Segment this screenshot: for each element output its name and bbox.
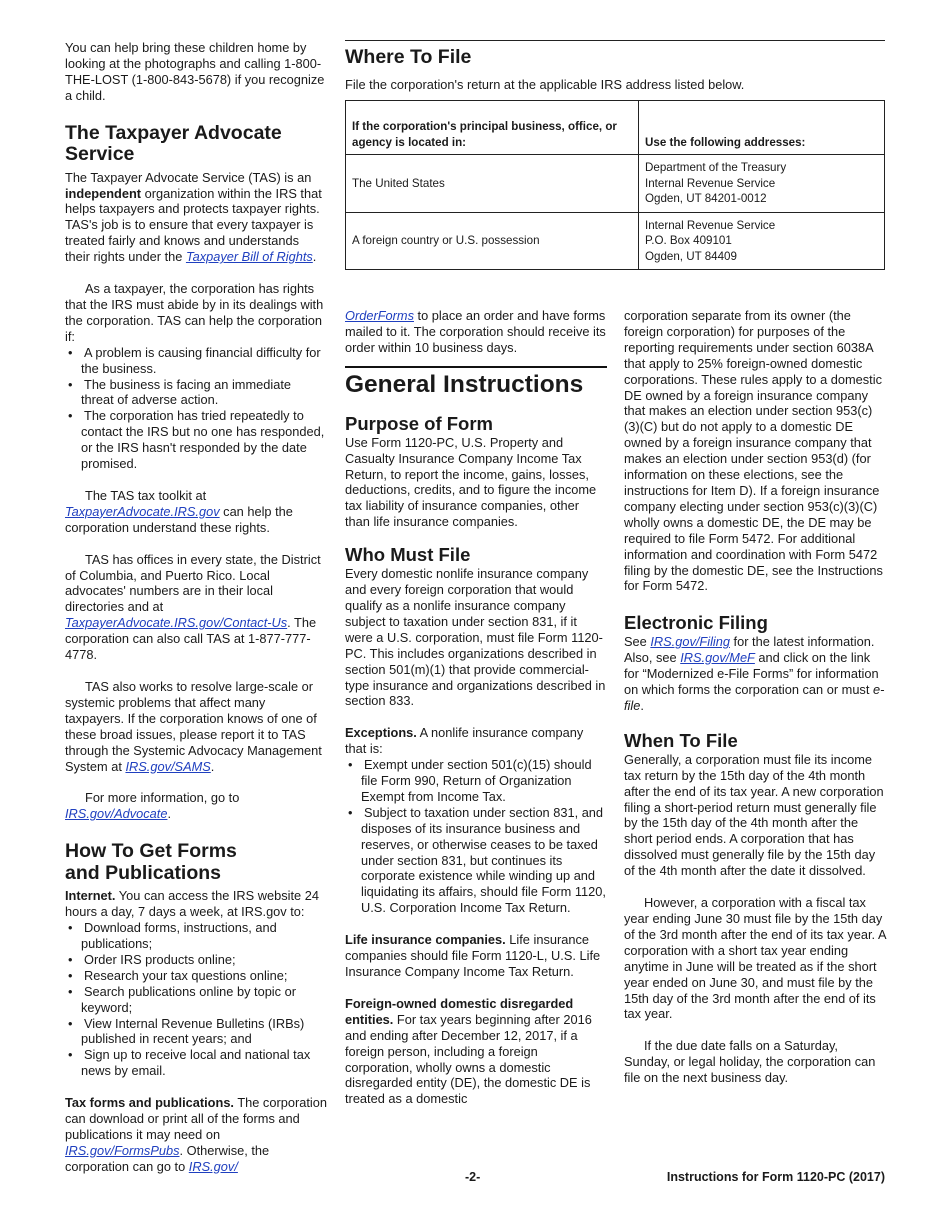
who-must-file-paragraph: Every domestic nonlife insurance company and every foreign corporation that would qualify as a nonlife insurance company subject to taxation under section 831, if it were a U.S. corporation, must file Form 1120-PC. This includes organizations described in section 501(m)(1) that provide commercial-type insurance and organizations described in section 833. (345, 566, 606, 709)
when-to-file-paragraph-1: Generally, a corporation must file its income tax return by the 15th day of the 4th month after the end of its tax year. A new corporation filing a short-period return must generally file by the 15th day of the 4th month after the short period ends. A corporation that has dissolved must generally file by the 15th day of the 4th month after the date it dissolved. (624, 751, 884, 879)
table-cell-address: Department of the Treasury Internal Revenue Service Ogden, UT 84201-0012 (639, 155, 885, 213)
table-cell-location: A foreign country or U.S. possession (346, 212, 639, 270)
tas-paragraph-4: TAS has offices in every state, the District of Columbia, and Puerto Rico. Local advocates' numbers are in their local directories and at TaxpayerAdvocate.IRS.gov/Contact-Us. The corporation can also call TAS at 1-877-777-4778. (65, 551, 321, 663)
tas-paragraph-2: As a taxpayer, the corporation has rights that the IRS must abide by in its dealings with the corporation. TAS can help the corporation if: (65, 281, 324, 344)
exceptions-paragraph: Exceptions. A nonlife insurance company that is: (345, 725, 584, 757)
foreign-owned-paragraph: Foreign-owned domestic disregarded entities. For tax years beginning after 2016 and ending after December 12, 2017, if a foreign person, including a foreign corporation, wholly owns a domestic disregarded entity (DE), the domestic DE is treated as a domestic (345, 995, 592, 1107)
tax-forms-paragraph: Tax forms and publications. The corporation can download or print all of the forms and publications it may need on IRS.gov/FormsPubs. Otherwise, the corporation can go to IRS.gov/ (65, 1095, 327, 1174)
where-to-file-intro: File the corporation's return at the applicable IRS address listed below. (345, 76, 745, 92)
tas-bullet: • A problem is causing financial difficulty for the business. (65, 345, 327, 377)
internet-bullet: • Order IRS products online; (65, 952, 327, 968)
who-must-file-heading: Who Must File (345, 544, 471, 566)
internet-paragraph: Internet. You can access the IRS website 24 hours a day, 7 days a week, at IRS.gov to: (65, 888, 319, 920)
irs-filing-link[interactable]: IRS.gov/Filing (650, 634, 730, 650)
irs-mef-link[interactable]: IRS.gov/MeF (680, 650, 755, 666)
tas-paragraph-6: For more information, go to IRS.gov/Advocate. (65, 790, 240, 822)
forms-pubs-link[interactable]: IRS.gov/FormsPubs (65, 1142, 180, 1158)
electronic-filing-paragraph: See IRS.gov/Filing for the latest information. Also, see IRS.gov/MeF and click on the link for “Modernized e-File Forms” for information on which forms the corporation can or must e-file. (624, 634, 885, 713)
general-instructions-heading: General Instructions (345, 366, 607, 399)
irs-sams-link[interactable]: IRS.gov/SAMS (125, 758, 211, 774)
tas-paragraph-1: The Taxpayer Advocate Service (TAS) is an independent organization within the IRS that helps taxpayers and protects taxpayer rights. TAS's job is to ensure that every taxpayer is treated fairly and knows and understands their rights under the Taxpayer Bill of Rights. (65, 169, 322, 265)
internet-bullet: • View Internal Revenue Bulletins (IRBs) published in recent years; and (65, 1016, 327, 1048)
column-left (65, 40, 327, 1175)
when-to-file-heading: When To File (624, 729, 738, 751)
table-cell-address: Internal Revenue Service P.O. Box 409101 Ogden, UT 84409 (639, 212, 885, 270)
tas-bullet: • The corporation has tried repeatedly to contact the IRS but no one has responded, or the IRS hasn't responded by the date promised. (65, 408, 327, 472)
taxpayer-bill-of-rights-link[interactable]: Taxpayer Bill of Rights (185, 249, 313, 265)
where-to-file-section (345, 40, 885, 270)
irs-advocate-link[interactable]: IRS.gov/Advocate (65, 806, 168, 822)
table-cell-location: The United States (346, 155, 639, 213)
when-to-file-paragraph-2: However, a corporation with a fiscal tax year ending June 30 must file by the 15th day of the 3rd month after the end of its tax year. A corporation with a short tax year ending anytime in June will be treated as if the short year ended on June 30, and must file by the 15th day of the 3rd month after the end of its tax year. (624, 895, 886, 1022)
tas-paragraph-5: TAS also works to resolve large-scale or systemic problems that affect many taxpayers. If the corporation knows of one of these broad issues, please report it to TAS through the Systemic Advocacy Management System at IRS.gov/SAMS. (65, 679, 322, 774)
exceptions-bullet: • Exempt under section 501(c)(15) should file Form 990, Return of Organization Exempt from Income Tax. (345, 757, 607, 805)
address-table (345, 100, 885, 270)
column-right (624, 308, 886, 1086)
life-insurance-paragraph: Life insurance companies. Life insurance companies should file Form 1120-L, U.S. Life Insurance Company Income Tax Return. (345, 932, 601, 979)
column-middle (345, 308, 607, 1107)
internet-bullet: • Search publications online by topic or keyword; (65, 984, 327, 1016)
forms-heading: How To Get Forms and Publications (65, 840, 237, 884)
tas-paragraph-3: The TAS tax toolkit at TaxpayerAdvocate.IRS.gov can help the corporation understand these rights. (65, 487, 293, 535)
table-row (346, 155, 885, 213)
when-to-file-paragraph-3: If the due date falls on a Saturday, Sunday, or legal holiday, the corporation can file on the next business day. (624, 1038, 876, 1086)
tas-heading: The Taxpayer Advocate Service (65, 121, 282, 166)
order-forms-paragraph: OrderForms to place an order and have forms mailed to it. The corporation should receive its order within 10 business days. (345, 308, 606, 355)
exceptions-bullet: • Subject to taxation under section 831, and disposes of its insurance business and reserves, or otherwise ceases to be taxed under section 831, but continues its corporate existence while winding up and liquidating its affairs, should file Form 1120, U.S. Corporation Income Tax Return. (345, 805, 607, 916)
internet-bullet: • Research your tax questions online; (65, 968, 327, 984)
missing-children-intro: You can help bring these children home by looking at the photographs and calling 1-800-THE-LOST (1-800-843-5678) if you recognize a child. (65, 40, 325, 103)
order-forms-link[interactable]: OrderForms (345, 308, 414, 323)
table-header-location: If the corporation's principal business, office, or agency is located in: (346, 101, 639, 155)
irs-gov-link[interactable]: IRS.gov/ (188, 1158, 238, 1174)
where-to-file-heading: Where To File (345, 46, 472, 68)
purpose-heading: Purpose of Form (345, 412, 494, 434)
address-table-header (346, 101, 885, 155)
tas-contact-us-link[interactable]: TaxpayerAdvocate.IRS.gov/Contact-Us (65, 615, 288, 631)
foreign-owned-continued: corporation separate from its owner (the foreign corporation) for purposes of the reporting requirements under section 6038A that apply to 25% foreign-owned domestic corporations. These rules apply to a domestic DE owned by a foreign insurance company that makes an election under section 953(c)(3)(C) but do not apply to a domestic DE owned by a foreign insurance company that makes an election under section 953(d) (for information on these elections, see the instructions for Item D). If a foreign insurance company electing under section 953(c)(3)(C) wholly owns a domestic DE, the DE may be required to file Form 5472. For additional information and coordination with Form 5472 filing by the domestic DE, see the Instructions for Form 5472. (624, 308, 883, 594)
page-number: -2- (465, 1170, 481, 1184)
electronic-filing-heading: Electronic Filing (624, 612, 768, 634)
internet-bullet: • Download forms, instructions, and publications; (65, 920, 327, 952)
internet-bullet: • Sign up to receive local and national tax news by email. (65, 1047, 327, 1079)
footer-form-title: Instructions for Form 1120-PC (2017) (666, 1170, 885, 1184)
taxpayer-advocate-link[interactable]: TaxpayerAdvocate.IRS.gov (65, 503, 220, 519)
purpose-paragraph: Use Form 1120-PC, U.S. Property and Casualty Insurance Company Income Tax Return, to report the income, gains, losses, deductions, credits, and to figure the income tax liability of insurance companies, other than life insurance companies. (345, 434, 597, 530)
tas-bullet: • The business is facing an immediate threat of adverse action. (65, 377, 327, 409)
table-header-address: Use the following addresses: (639, 101, 885, 155)
table-row (346, 212, 885, 270)
